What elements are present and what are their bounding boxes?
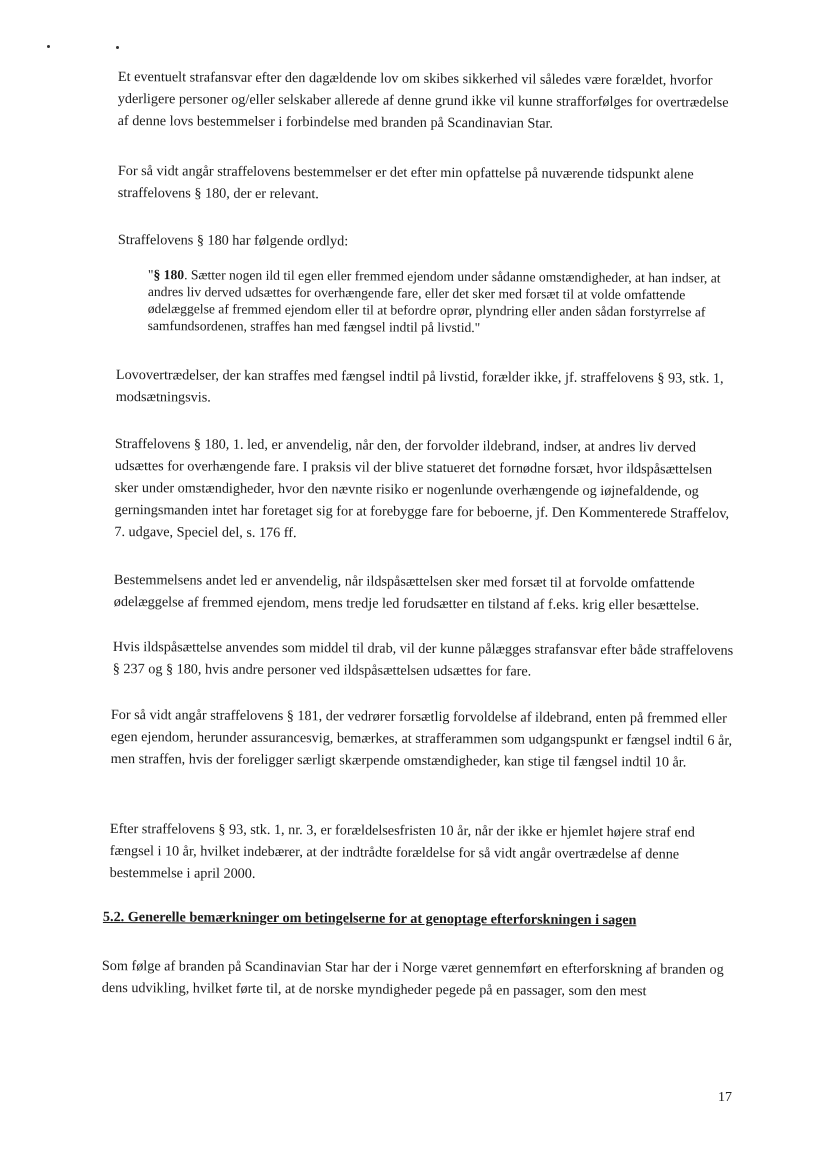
- page-number: 17: [718, 1090, 732, 1105]
- paragraph-forældelsesfrist: Efter straffelovens § 93, stk. 1, nr. 3, er forældelsesfristen 10 år, når der ikke er hjemlet højere straf end fængsel i 10 år, hvilket indebærer, at der indtrådte forældelse for så vidt angår overtrædelse af denne bestemmelse i april 2000.: [109, 820, 695, 882]
- paragraph-efterforskning: Som følge af branden på Scandinavian Star har der i Norge været gennemført en efterforskning af branden og dens udvikling, hvilket førte til, at de norske myndigheder pegede på en passager, som den mest: [101, 957, 724, 1000]
- paragraph-forældelse-skibssikkerhed: Et eventuelt strafansvar efter den dagældende lov om skibes sikkerhed vil således være forældet, hvorfor yderligere personer og/eller selskaber allerede af denne grund ikke vil kunne strafforfølges for overtrædelse af denne lovs bestemmelser i forbindelse med branden på Scandinavian Star.: [117, 68, 729, 132]
- paragraph-181: For så vidt angår straffelovens § 181, der vedrører forsætlig forvoldelse af ildebrand, enten på fremmed eller egen ejendom, herunder assurancesvig, bemærkes, at strafferammen som udgangspunkt er fængsel indtil 6 år, men straffen, hvis der foreligger særligt skærpende omstændigheder, kan stige til fængsel indtil 10 år.: [110, 706, 733, 771]
- paragraph-180-foerste-led: Straffelovens § 180, 1. led, er anvendelig, når den, der forvolder ildebrand, indser, at andres liv derved udsættes for overhængende fare. I praksis vil der blive statueret det fornødne forsæt, hvor ildspåsættelsen sker under omstændigheder, hvor den nævnte risiko er nogenlunde overhængende og iøjnefaldende, og gerningsmanden intet har foretaget sig for at forebygge fare for beboerne, jf. Den Kommenterede Straffelov, 7. udgave, Speciel del, s. 176 ff.: [114, 435, 730, 542]
- scan-speck: [116, 46, 119, 49]
- quote-text: . Sætter nogen ild til egen eller fremmed ejendom under sådanne omstændigheder, at han indser, at andres liv derved udsættes for overhængende fare, eller det sker med forsæt til at volde omfattende ødelæggelse af fremmed ejendom eller til at befordre oprør, plyndring eller anden sådan forstyrrelse af samfundsordenen, straffes han med fængsel indtil på livstid.": [147, 267, 721, 336]
- paragraph-ordlyd-intro: Straffelovens § 180 har følgende ordlyd:: [117, 231, 349, 250]
- paragraph-andet-tredje-led: Bestemmelsens andet led er anvendelig, når ildspåsættelsen sker med forsæt til at forvolde omfattende ødelæggelse af fremmed ejendom, mens tredje led forudsætter en tilstand af f.eks. krig eller besættelse.: [113, 571, 700, 614]
- paragraph-forældelse-livstid: Lovovertrædelser, der kan straffes med fængsel indtil på livstid, forælder ikke, jf. straffelovens § 93, stk. 1, modsætningsvis.: [115, 366, 724, 406]
- section-heading: 5.2. Generelle bemærkninger om betingelserne for at genoptage efterforskningen i sagen: [102, 909, 637, 929]
- quote-section-ref: § 180: [153, 267, 185, 283]
- paragraph-drab: Hvis ildspåsættelse anvendes som middel til drab, vil der kunne pålægges strafansvar efter både straffelovens § 237 og § 180, hvis andre personer ved ildspåsættelsen udsættes for fare.: [112, 638, 734, 680]
- quote-open-mark: ": [147, 266, 154, 283]
- scan-speck: [47, 45, 50, 48]
- paragraph-relevant-bestemmelse: For så vidt angår straffelovens bestemmelser er det efter min opfattelse på nuværende tidspunkt alene straffelovens § 180, der er relevant.: [117, 162, 694, 203]
- statute-quote: [148, 266, 738, 338]
